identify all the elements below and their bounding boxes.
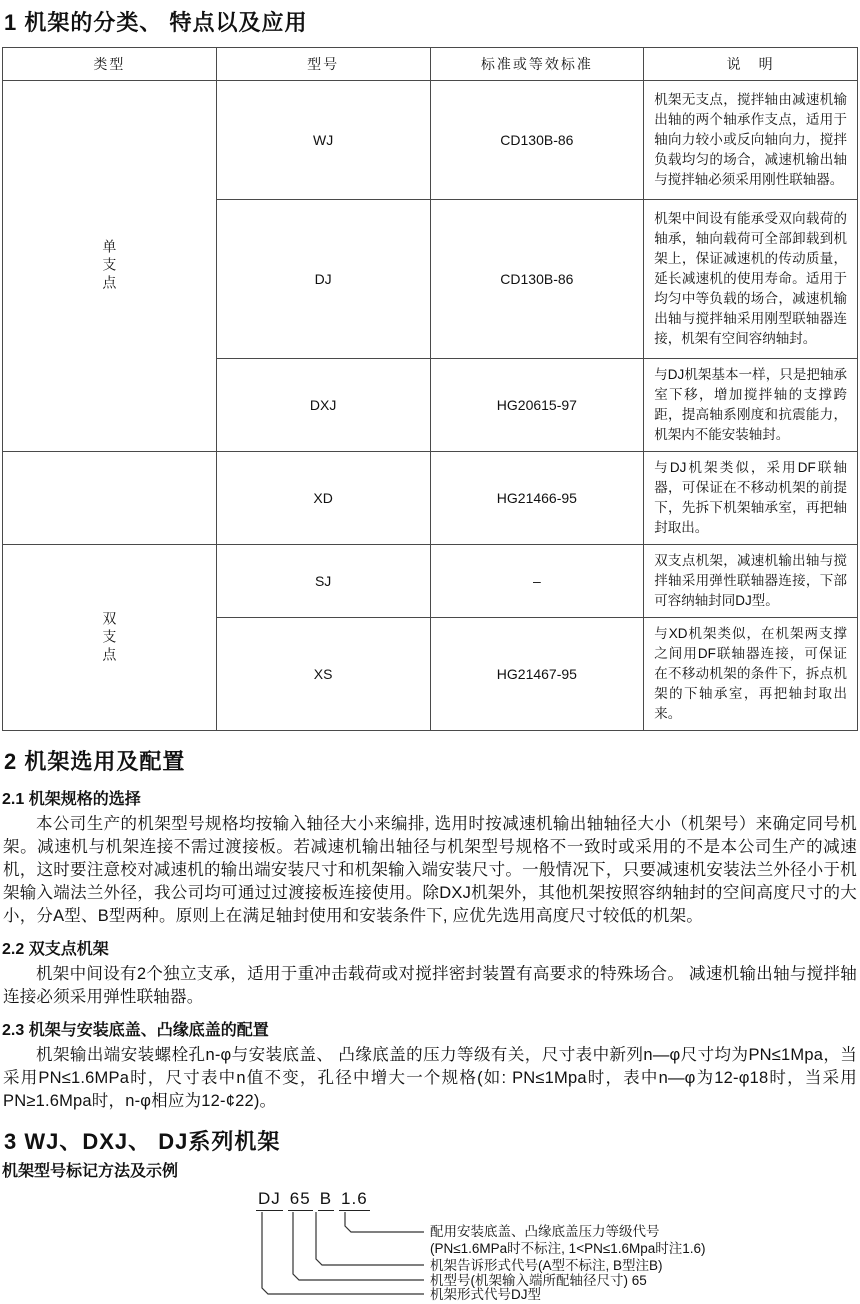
- rack-classification-table: [2, 47, 858, 731]
- section2-heading: 2 机架选用及配置: [4, 749, 186, 774]
- table-row: [3, 81, 858, 200]
- section1-heading: 1 机架的分类、 特点以及应用: [4, 10, 308, 35]
- desc-cell: 与XD机架类似，在机架两支撑之间用DF联轴器连接，可保证在不移动机架的条件下，拆点机架的下轴承室，再把轴封取出来。: [644, 618, 858, 731]
- section2-3-paragraph: 机架输出端安装螺栓孔n-φ与安装底盖、 凸缘底盖的压力等级有关，尺寸表中新列n—φ尺寸均为PN≤1Mpa，当采用PN≤1.6MPa时，尺寸表中n值不变，孔径中增大一个规格(如: PN≤1Mpa时，表中n—φ为12-φ18时，当采用PN≥1.6Mpa时，n-φ相应为12-¢22)。: [3, 1046, 857, 1110]
- standard-cell: –: [430, 545, 644, 618]
- standard-cell: HG20615-97: [430, 359, 644, 452]
- model-cell: XD: [216, 452, 430, 545]
- model-cell: WJ: [216, 81, 430, 200]
- section2-1-paragraph: 本公司生产的机架型号规格均按输入轴径大小来编排, 选用时按减速机输出轴轴径大小（机架号）来确定同号机架。减速机与机架连接不需过渡接板。若减速机输出轴径与机架型号规格不一致时或采用的不是本公司生产的减速机，这时要注意校对减速机的输出端安装尺寸和机架输入端安装尺寸。一般情况下，只要减速机安装法兰外径小于机架输入端法兰外径，我公司均可通过过渡接板连接使用。除DXJ机架外，其他机架按照容纳轴封的空间高度尺寸的大小，分A型、B型两种。原则上在满足轴封使用和安装条件下, 应优先选用高度尺寸较低的机架。: [3, 815, 857, 925]
- desc-cell: 机架无支点，搅拌轴由减速机输出轴的两个轴承作支点，适用于轴向力较小或反向轴向力，搅拌负载均匀的场合，减速机输出轴与搅拌轴必须采用刚性联轴器。: [644, 81, 858, 200]
- model-cell: SJ: [216, 545, 430, 618]
- section2-3-heading: 2.3 机架与安装底盖、凸缘底盖的配置: [2, 1022, 269, 1039]
- desc-cell: 机架中间设有能承受双向载荷的轴承，轴向载荷可全部卸载到机架上，保证减速机的传动质量，延长减速机的使用寿命。适用于均匀中等负载的场合，减速机输出轴与搅拌轴采用刚型联轴器连接，机架有空间容纳轴封。: [644, 200, 858, 359]
- type-group-single: 单支点: [3, 81, 217, 452]
- model-cell: DXJ: [216, 359, 430, 452]
- code-token-65: 65: [288, 1189, 313, 1211]
- table-header-row: [3, 48, 858, 81]
- desc-cell: 与DJ机架基本一样，只是把轴承室下移，增加搅拌轴的支撑跨距，提高轴系刚度和抗震能力，机架内不能安装轴封。: [644, 359, 858, 452]
- model-designation-diagram: [0, 1187, 860, 1304]
- col-header-desc: 说 明: [644, 48, 858, 81]
- label-machine-size: 机型号(机架输入端所配轴径尺寸) 65: [430, 1273, 647, 1288]
- label-rack-type-code: 机架形式代号DJ型: [430, 1287, 541, 1302]
- standard-cell: CD130B-86: [430, 200, 644, 359]
- label-pressure-grade-line2: (PN≤1.6MPa时不标注, 1<PN≤1.6Mpa时注1.6): [430, 1241, 706, 1256]
- label-rack-form-code: 机架告诉形式代号(A型不标注, B型注B): [430, 1258, 663, 1273]
- type-group-double: 双支点: [3, 545, 217, 731]
- code-token-dj: DJ: [256, 1189, 283, 1211]
- model-cell: DJ: [216, 200, 430, 359]
- col-header-type: 类型: [3, 48, 217, 81]
- standard-cell: HG21467-95: [430, 618, 644, 731]
- table-row: [3, 545, 858, 618]
- code-token-b: B: [318, 1189, 334, 1211]
- label-pressure-grade-line1: 配用安装底盖、凸缘底盖压力等级代号: [430, 1224, 660, 1239]
- col-header-standard: 标准或等效标准: [430, 48, 644, 81]
- table-row: [3, 452, 858, 545]
- section2-2-heading: 2.2 双支点机架: [2, 941, 109, 958]
- standard-cell: CD130B-86: [430, 81, 644, 200]
- document-page: [0, 6, 860, 1302]
- model-cell: XS: [216, 618, 430, 731]
- col-header-model: 型号: [216, 48, 430, 81]
- type-group-empty: [3, 452, 217, 545]
- section3-subheading: 机架型号标记方法及示例: [2, 1163, 179, 1180]
- desc-cell: 与DJ机架类似，采用DF联轴器，可保证在不移动机架的前提下，先拆下机架轴承室，再把轴封取出。: [644, 452, 858, 545]
- section3-heading: 3 WJ、DXJ、 DJ系列机架: [4, 1129, 281, 1154]
- desc-cell: 双支点机架，减速机输出轴与搅拌轴采用弹性联轴器连接，下部可容纳轴封同DJ型。: [644, 545, 858, 618]
- section2-2-paragraph: 机架中间设有2个独立支承，适用于重冲击载荷或对搅拌密封装置有高要求的特殊场合。 减速机输出轴与搅拌轴连接必须采用弹性联轴器。: [3, 965, 857, 1006]
- section2-1-heading: 2.1 机架规格的选择: [2, 791, 141, 808]
- standard-cell: HG21466-95: [430, 452, 644, 545]
- code-token-16: 1.6: [339, 1189, 370, 1211]
